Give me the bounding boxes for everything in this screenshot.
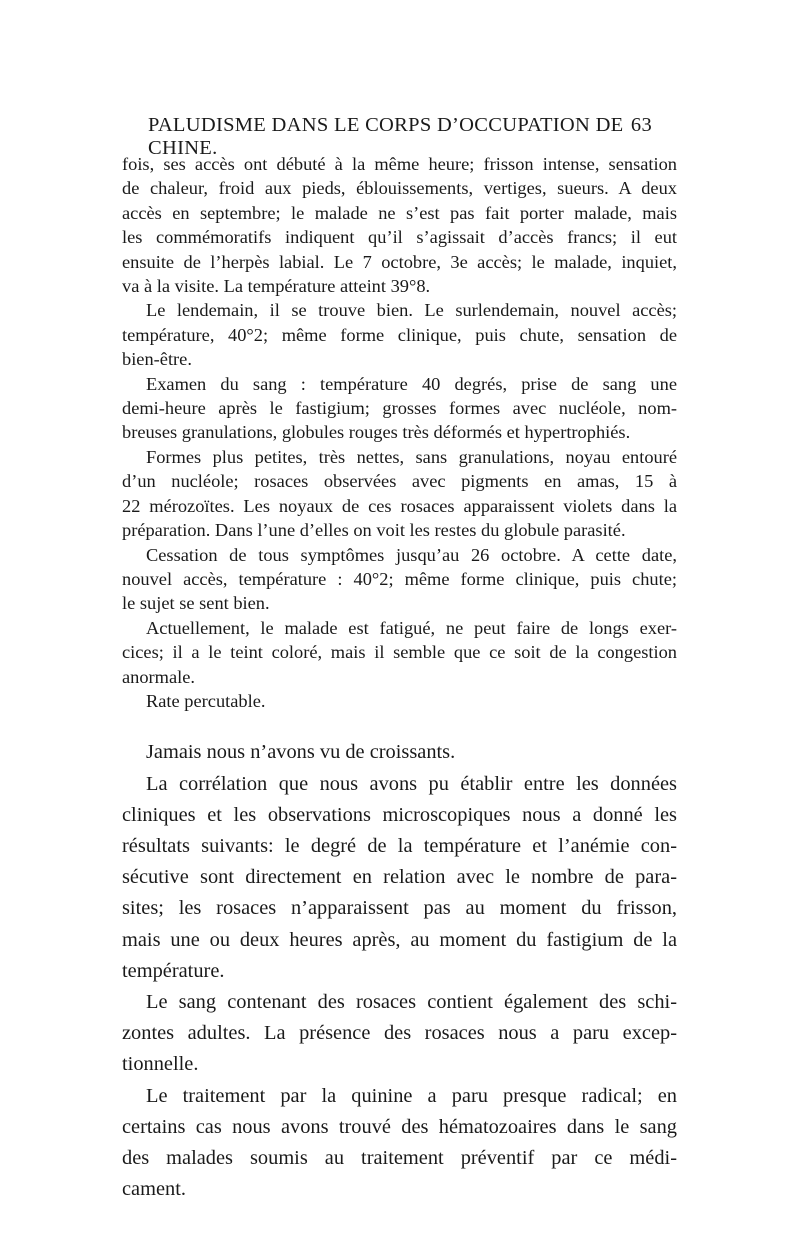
text-line: Le traitement par la quinine a paru presque radical; en	[146, 1084, 677, 1107]
text-line: cament.	[122, 1178, 186, 1201]
text-line: cices; il a le teint coloré, mais il semble que ce soit de la congestion	[122, 642, 677, 663]
paragraph	[122, 616, 677, 689]
text-line: zontes adultes. La présence des rosaces nous a paru excep-	[122, 1022, 677, 1045]
text-line: nouvel accès, température : 40°2; même forme clinique, puis chute;	[122, 568, 677, 589]
running-title: PALUDISME DANS LE CORPS D’OCCUPATION DE CHINE.	[148, 114, 624, 159]
paragraph	[122, 737, 677, 768]
conclusions-section	[122, 737, 677, 1205]
body-text	[122, 152, 677, 1205]
text-line: La corrélation que nous avons pu établir entre les données	[146, 772, 677, 795]
text-line: sécutive sont directement en relation avec le nombre de para-	[122, 866, 677, 889]
paragraph	[122, 689, 677, 713]
text-line: 22 mérozoïtes. Les noyaux de ces rosaces apparaissent violets dans la	[122, 495, 677, 516]
text-line: Le lendemain, il se trouve bien. Le surlendemain, nouvel accès;	[146, 300, 677, 321]
text-line: breuses granulations, globules rouges très déformés et hypertrophiés.	[122, 422, 631, 443]
text-line: demi-heure après le fastigium; grosses formes avec nucléole, nom-	[122, 398, 677, 419]
text-line: résultats suivants: le degré de la température et l’anémie con-	[122, 834, 677, 857]
page-number: 63	[630, 114, 652, 136]
text-line: les commémoratifs indiquent qu’il s’agissait d’accès francs; il eut	[122, 227, 677, 248]
text-line: cliniques et les observations microscopiques nous a donné les	[122, 803, 677, 826]
text-line: d’un nucléole; rosaces observées avec pigments en amas, 15 à	[122, 471, 677, 492]
text-line: ensuite de l’herpès labial. Le 7 octobre, 3e accès; le malade, inquiet,	[122, 251, 677, 272]
text-line: accès en septembre; le malade ne s’est pas fait porter malade, mais	[122, 202, 677, 223]
paragraph	[122, 769, 677, 987]
text-line: fois, ses accès ont débuté à la même heure; frisson intense, sensation	[122, 154, 677, 174]
text-line: température.	[122, 959, 225, 982]
text-line: le sujet se sent bien.	[122, 593, 270, 614]
paragraph	[122, 987, 677, 1081]
paragraph	[122, 298, 677, 371]
text-line: sites; les rosaces n’apparaissent pas au moment du frisson,	[122, 897, 677, 920]
text-line: Le sang contenant des rosaces contient également des schi-	[146, 990, 677, 1013]
text-line: Rate percutable.	[146, 690, 266, 711]
text-line: anormale.	[122, 666, 196, 687]
paragraph	[122, 1081, 677, 1206]
case-report-section	[122, 152, 677, 713]
text-line: mais une ou deux heures après, au moment du fastigium de la	[122, 928, 677, 951]
text-line: Jamais nous n’avons vu de croissants.	[146, 741, 456, 764]
text-line: Examen du sang : température 40 degrés, prise de sang une	[146, 373, 677, 394]
paragraph	[122, 372, 677, 445]
text-line: préparation. Dans l’une d’elles on voit les restes du globule parasité.	[122, 520, 626, 541]
text-line: des malades soumis au traitement préventif par ce médi-	[122, 1146, 677, 1169]
text-line: Cessation de tous symptômes jusqu’au 26 octobre. A cette date,	[146, 544, 677, 565]
paragraph	[122, 543, 677, 616]
text-line: va à la visite. La température atteint 39°8.	[122, 276, 431, 297]
text-line: température, 40°2; même forme clinique, puis chute, sensation de	[122, 324, 677, 345]
text-line: certains cas nous avons trouvé des hématozoaires dans le sang	[122, 1115, 677, 1138]
text-line: de chaleur, froid aux pieds, éblouissements, vertiges, sueurs. A deux	[122, 178, 677, 199]
paragraph	[122, 152, 677, 298]
text-line: bien-être.	[122, 349, 192, 370]
text-line: Actuellement, le malade est fatigué, ne peut faire de longs exer-	[146, 617, 677, 638]
text-line: tionnelle.	[122, 1053, 199, 1076]
running-head	[148, 114, 652, 159]
text-line: Formes plus petites, très nettes, sans granulations, noyau entouré	[146, 446, 677, 467]
paragraph	[122, 445, 677, 543]
